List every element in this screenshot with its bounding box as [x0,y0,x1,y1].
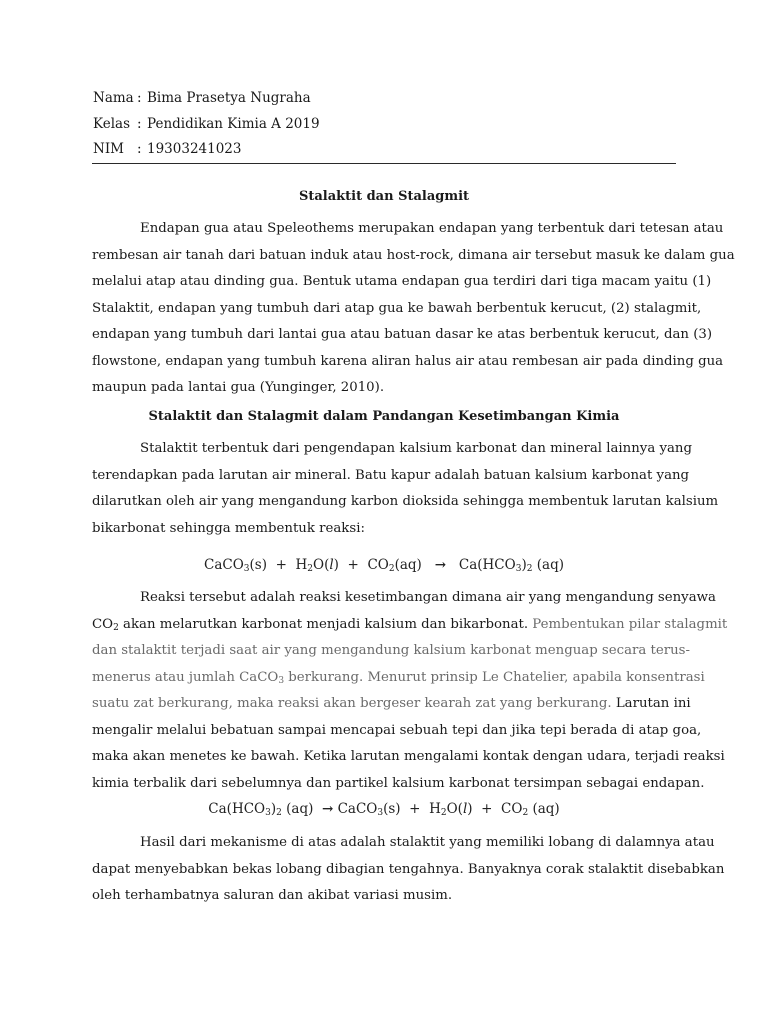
paragraph-line: endapan yang tumbuh dari lantai gua atau batuan dasar ke atas berbentuk kerucut, dan (3) [92,327,713,342]
section-heading: Stalaktit dan Stalagmit dalam Pandangan Kesetimbangan Kimia [148,409,620,424]
paragraph-conclusion [92,830,725,910]
formula-text: CaCO [337,801,378,817]
header-divider [92,163,676,164]
document-title: Stalaktit dan Stalagmit [298,189,470,204]
paragraph-line: oleh terhambatnya saluran dan akibat variasi musim. [92,888,453,903]
formula-subscript: 3 [377,808,384,818]
paragraph-line: rembesan air tanah dari batuan induk atau host-rock, dimana air tersebut masuk ke dalam gua [92,247,735,263]
plus-sign: + [409,801,421,817]
paragraph-line: maka akan menetes ke bawah. Ketika larutan mengalami kontak dengan udara, terjadi reaksi [92,749,725,764]
gray-text-run: Pembentukan pilar stalagmit [532,616,728,632]
state-label: l [462,801,468,817]
paragraph-line: melalui atap atau dinding gua. Bentuk utama endapan gua terdiri dari tiga macam yaitu (1) [92,274,712,289]
paragraph-line: bikarbonat sehingga membentuk reaksi: [92,520,365,536]
class-separator: : [137,115,142,132]
paragraph-line [92,691,691,718]
paragraph-line: mengalir melalui bebatuan sampai mencapai sebuah tepi dan jika tepi berada di atap goa, [92,722,702,738]
name-value: Bima Prasetya Nugraha [147,90,311,106]
equation-precipitation [92,801,676,818]
formula-text: H [295,557,308,573]
paragraph-line: terendapkan pada larutan air mineral. Batu kapur adalah batuan kalsium karbonat yang [92,467,690,483]
formula-text: CO [367,557,389,573]
paragraph-line: Endapan gua atau Speleothems merupakan endapan yang terbentuk dari tetesan atau [140,221,724,236]
nim-value: 19303241023 [147,141,242,157]
equation-dissolution [92,557,676,574]
formula-subscript: 2 [276,808,282,818]
formula-text: ) [467,801,473,817]
state-label: l [329,557,334,573]
paragraph-line: Stalaktit terbentuk dari pengendapan kalsium karbonat dan mineral lainnya yang [140,441,692,456]
formula-subscript: 2 [113,622,119,633]
paragraph-intro [92,216,735,402]
paragraph-line: Hasil dari mekanisme di atas adalah stalaktit yang memiliki lobang di dalamnya atau [140,835,715,850]
formula-text: CO [92,616,114,632]
gray-text-run: suatu zat berkurang, maka reaksi akan bergeser kearah zat yang berkurang. [92,696,612,711]
paragraph-line: dilarutkan oleh air yang mengandung karbon dioksida sehingga membentuk larutan kalsium [92,494,719,509]
formula-text: ) [270,801,277,817]
name-row [93,86,320,112]
state-label: (aq) [394,557,422,573]
formula-text: Ca(HCO [208,801,266,817]
name-separator: : [137,90,142,106]
formula-subscript: 2 [440,808,447,818]
state-label: (s) [383,801,401,817]
paragraph-line: kimia terbalik dari sebelumnya dan partikel kalsium karbonat tersimpan sebagai endapan. [92,775,705,791]
gray-text-run: menerus atau jumlah CaCO [92,669,279,685]
state-label: (aq) [536,557,564,573]
formula-subscript: 2 [526,564,533,574]
formula-subscript: 3 [243,564,250,574]
class-label: Kelas [93,115,131,132]
student-info [93,86,320,163]
state-label: (aq) [528,801,560,817]
formula-text: H [429,801,441,817]
plus-sign: + [275,557,287,573]
formula-text: CO [501,801,523,817]
plus-sign: + [347,557,359,573]
paragraph-line: dan stalaktit terjadi saat air yang mengandung kalsium karbonat menguap secara terus- [92,643,690,658]
nim-separator: : [137,141,142,157]
formula-subscript: 2 [307,564,313,574]
formula-subscript: 2 [388,564,395,574]
formula-subscript: 3 [265,808,271,818]
paragraph-formation [92,436,719,542]
class-value: Pendidikan Kimia A 2019 [147,115,320,132]
nim-label: NIM [93,141,124,157]
reaction-arrow-icon: → [321,801,334,817]
paragraph-line: flowstone, endapan yang tumbuh karena aliran halus air atau rembesan air pada dinding gua [92,353,724,369]
text-run: akan melarutkan karbonat menjadi kalsium dan bikarbonat. [118,616,533,632]
formula-text: Ca(HCO [458,557,516,573]
state-label: (aq) [281,801,314,817]
text-run: Larutan ini [611,696,691,711]
plus-sign: + [481,801,493,817]
formula-text: ) [333,557,339,573]
formula-subscript: 2 [522,808,529,818]
paragraph-line: maupun pada lantai gua (Yunginger, 2010). [92,380,385,395]
state-label: (s) [249,557,267,573]
reaction-arrow-icon: → [434,557,447,573]
paragraph-line: dapat menyebabkan bekas lobang dibagian tengahnya. Banyaknya corak stalaktit disebabkan [92,861,725,877]
paragraph-line [92,665,705,692]
formula-text: CaCO [204,557,244,573]
formula-text: O( [313,557,330,573]
class-row [93,112,320,138]
formula-subscript: 3 [278,675,285,686]
formula-text: ) [521,557,527,573]
name-label: Nama [93,90,134,106]
paragraph-equilibrium [92,585,728,797]
paragraph-line: Stalaktit, endapan yang tumbuh dari atap gua ke bawah berbentuk kerucut, (2) stalagmit, [92,300,702,316]
formula-text: O( [446,801,463,817]
paragraph-line [92,612,728,639]
nim-row [93,137,320,163]
formula-subscript: 3 [515,564,522,574]
paragraph-line: Reaksi tersebut adalah reaksi kesetimbangan dimana air yang mengandung senyawa [140,590,716,605]
gray-text-run: berkurang. Menurut prinsip Le Chatelier, apabila konsentrasi [284,669,705,685]
